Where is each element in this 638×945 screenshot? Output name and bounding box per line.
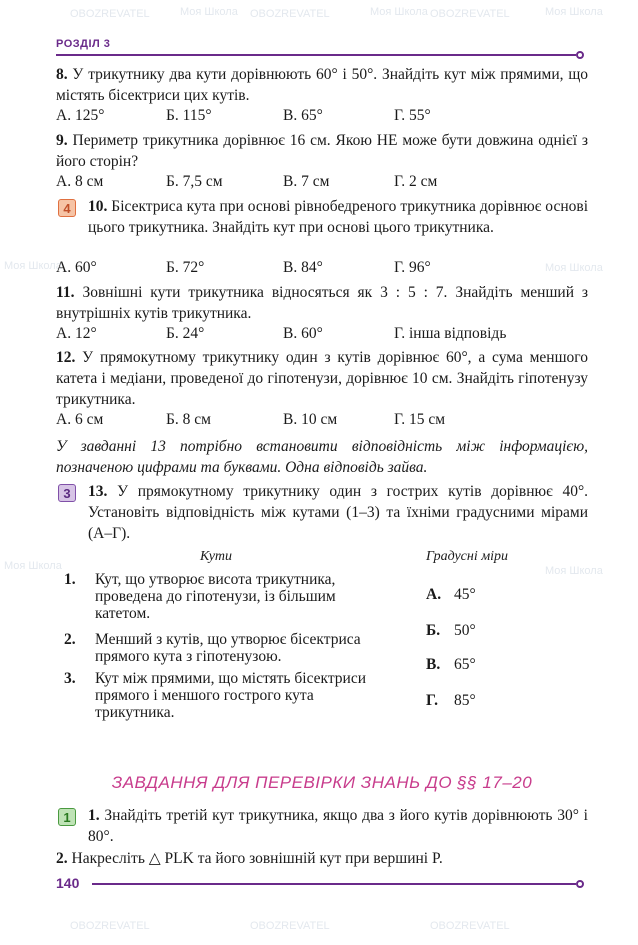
answers-12	[56, 411, 588, 431]
answers-11	[56, 325, 588, 345]
task-number: 2.	[56, 850, 68, 867]
watermark: Моя Школа	[545, 6, 603, 18]
question-number: 8.	[56, 66, 68, 83]
column-header-degrees: Градусні міри	[426, 549, 509, 564]
answer-option: Б. 7,5 см	[166, 173, 223, 190]
question-11	[56, 282, 588, 324]
watermark: Моя Школа	[4, 260, 62, 272]
option-letter: А.	[426, 586, 442, 603]
watermark: OBOZREVATEL	[430, 8, 510, 20]
watermark: OBOZREVATEL	[430, 920, 510, 932]
answer-option: А. 6 см	[56, 411, 104, 428]
watermark: OBOZREVATEL	[250, 8, 330, 20]
question-number: 11.	[56, 284, 75, 301]
degree-option	[426, 692, 476, 710]
degree-option	[426, 622, 476, 640]
question-number: 12.	[56, 349, 76, 366]
option-value: 85°	[454, 692, 476, 709]
task-2	[56, 848, 588, 869]
answer-option: Г. інша відповідь	[394, 325, 507, 342]
question-text: У трикутнику два кути дорівнюють 60° і 50°. Знайдіть кут між прямими, що містять бісектриси цих кутів.	[56, 66, 588, 104]
question-12	[56, 347, 588, 410]
item-number: 1.	[64, 571, 76, 588]
answer-option: А. 60°	[56, 259, 97, 276]
option-value: 65°	[454, 656, 476, 673]
answer-option: Г. 2 см	[394, 173, 438, 190]
item-text: Кут між прямими, що містять бісектриси прямого і меншого гострого кута трикутника.	[95, 670, 367, 721]
item-number: 3.	[64, 670, 76, 687]
matching-item	[64, 571, 394, 627]
watermark: Моя Школа	[545, 565, 603, 577]
answer-option: Г. 55°	[394, 107, 431, 124]
question-text: У прямокутному трикутнику один з гострих кутів дорівнює 40°. Установіть відповідність між кутами (1–3) та їхніми градусними мірами (А–Г).	[88, 483, 589, 542]
answer-option: А. 125°	[56, 107, 105, 124]
watermark: Моя Школа	[370, 6, 428, 18]
option-letter: Б.	[426, 622, 441, 639]
option-letter: Г.	[426, 692, 438, 709]
question-number: 10.	[88, 198, 108, 215]
answer-option: Г. 96°	[394, 259, 431, 276]
task-1	[88, 805, 588, 847]
question-10	[88, 196, 588, 238]
answer-option: Б. 24°	[166, 325, 205, 342]
task-text: Накресліть △ PLK та його зовнішній кут при вершині P.	[71, 850, 443, 867]
watermark: OBOZREVATEL	[250, 920, 330, 932]
question-9	[56, 130, 588, 172]
item-text: Менший з кутів, що утворює бісектриса прямого кута з гіпотенузою.	[95, 631, 361, 665]
question-13	[88, 481, 588, 544]
watermark: Моя Школа	[545, 262, 603, 274]
answer-option: А. 12°	[56, 325, 97, 342]
task-number: 1.	[88, 807, 100, 824]
answer-option: В. 65°	[283, 107, 323, 124]
difficulty-level-badge: 3	[58, 484, 76, 502]
answer-option: Б. 115°	[166, 107, 212, 124]
degree-option	[426, 656, 476, 674]
option-value: 50°	[454, 622, 476, 639]
header-rule	[56, 54, 576, 56]
question-text: Бісектриса кута при основі рівнобедреного трикутника дорівнює основі цього трикутника. Знайдіть кут при основі цього трикутника.	[88, 198, 588, 236]
answer-option: Б. 8 см	[166, 411, 211, 428]
watermark: OBOZREVATEL	[70, 8, 150, 20]
option-letter: В.	[426, 656, 441, 673]
section-title: ЗАВДАННЯ ДЛЯ ПЕРЕВІРКИ ЗНАНЬ ДО §§ 17–20	[111, 773, 533, 792]
task-text: Знайдіть третій кут трикутника, якщо два з його кутів дорівнюють 30° і 80°.	[88, 807, 588, 845]
matching-instruction: У завданні 13 потрібно встановити відповідність між інформацією, позначеною цифрами та буквами. Одна відповідь зайва.	[56, 438, 588, 476]
question-number: 9.	[56, 132, 68, 149]
section-header: РОЗДІЛ 3	[56, 38, 111, 50]
answer-option: Б. 72°	[166, 259, 205, 276]
difficulty-level-badge: 4	[58, 199, 76, 217]
item-text: Кут, що утворює висота трикутника, проведена до гіпотенузи, із більшим катетом.	[95, 571, 336, 622]
header-rule-end-dot	[576, 51, 584, 59]
answers-10	[56, 259, 588, 279]
answer-option: А. 8 см	[56, 173, 104, 190]
question-text: Периметр трикутника дорівнює 16 см. Якою НЕ може бути довжина однієї з його сторін?	[56, 132, 589, 170]
question-number: 13.	[88, 483, 108, 500]
degree-option	[426, 586, 476, 604]
watermark: Моя Школа	[4, 560, 62, 572]
answers-9	[56, 173, 588, 193]
question-text: У прямокутному трикутнику один з кутів дорівнює 60°, а сума меншого катета і медіани, проведеної до гіпотенузи, дорівнює 10 см. Знайдіть гіпотенузу трикутника.	[56, 349, 589, 408]
question-8	[56, 64, 588, 106]
answer-option: В. 7 см	[283, 173, 330, 190]
question-text: Зовнішні кути трикутника відносяться як 3 : 5 : 7. Знайдіть менший з внутрішніх кутів трикутника.	[56, 284, 589, 322]
answers-8	[56, 107, 588, 127]
matching-item	[64, 631, 394, 669]
option-value: 45°	[454, 586, 476, 603]
footer-rule	[92, 883, 576, 885]
item-number: 2.	[64, 631, 76, 648]
answer-option: В. 10 см	[283, 411, 338, 428]
watermark: OBOZREVATEL	[70, 920, 150, 932]
page-number: 140	[56, 875, 80, 891]
column-header-angles: Кути	[200, 549, 233, 564]
answer-option: В. 60°	[283, 325, 323, 342]
footer-rule-end-dot	[576, 880, 584, 888]
matching-item	[64, 670, 394, 726]
answer-option: В. 84°	[283, 259, 323, 276]
watermark: Моя Школа	[180, 6, 238, 18]
answer-option: Г. 15 см	[394, 411, 446, 428]
difficulty-level-badge: 1	[58, 808, 76, 826]
